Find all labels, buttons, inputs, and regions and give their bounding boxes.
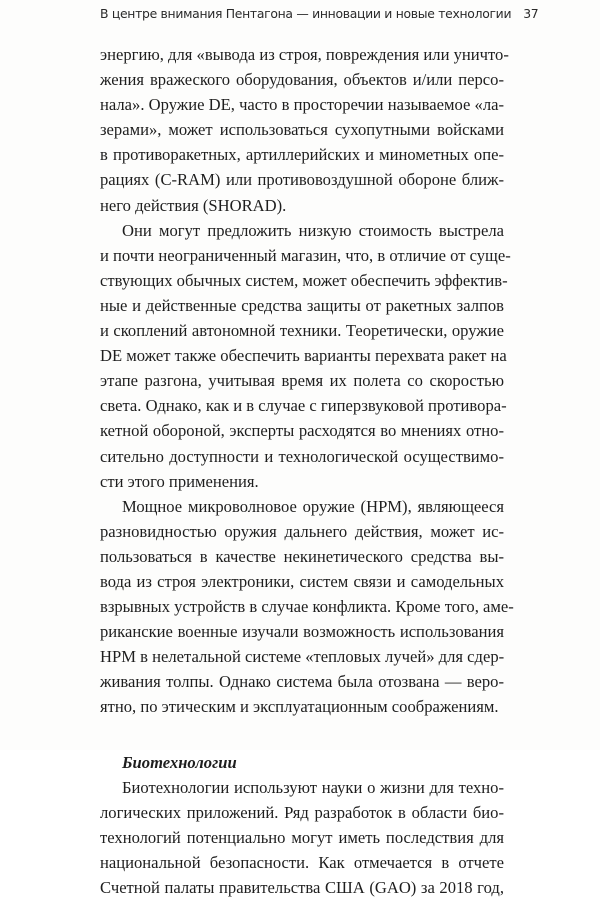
paragraph-low-cost	[100, 218, 511, 494]
text-line: технологий потенциально могут иметь последствия для	[100, 827, 504, 847]
text-line: ятно, по этическим и эксплуатационным соображениям.	[100, 697, 499, 717]
text-line: взрывных устройств в случае конфликта. Кроме того, аме-	[100, 597, 514, 617]
section-heading-biotech: Биотехнологии	[122, 752, 237, 772]
text-line: ствующих обычных систем, может обеспечить эффектив-	[100, 270, 508, 290]
text-line: национальной безопасности. Как отмечается в отчете	[100, 852, 504, 872]
text-line: энергию, для «вывода из строя, повреждения или уничто-	[100, 45, 509, 64]
text-line: пользоваться в качестве некинетического средства вы-	[100, 546, 504, 566]
text-line: него действия (SHORAD).	[100, 195, 287, 215]
text-line: HPM в нелетальной системе «тепловых лучей» для сдер-	[100, 647, 505, 667]
text-line: вода из строя электроники, систем связи и самодельных	[100, 571, 504, 591]
text-line: Они могут предложить низкую стоимость выстрела	[122, 220, 504, 240]
paragraph-biotech	[100, 775, 504, 900]
text-line: Счетной палаты правительства США (GAO) за 2018 год,	[100, 878, 504, 897]
text-line: жения вражеского оборудования, объектов и/или персо-	[100, 70, 504, 90]
text-line: разновидностью оружия дальнего действия, может ис-	[100, 521, 504, 541]
text-line: зерами», может использоваться сухопутными войсками	[100, 120, 504, 140]
text-line: живания толпы. Однако система была отозвана — веро-	[100, 672, 504, 692]
text-line: рациях (C-RAM) или противовоздушной обороне ближ-	[100, 170, 504, 190]
paragraph-de-weapons	[100, 42, 509, 218]
paragraph-hpm	[100, 494, 514, 720]
text-line: DE может также обеспечить варианты перехвата ракет на	[100, 346, 507, 366]
running-title: В центре внимания Пентагона — инновации и новые технологии	[100, 6, 512, 21]
text-line: ные и действенные средства защиты от ракетных залпов	[100, 295, 504, 315]
text-line: в противоракетных, артиллерийских и минометных опе-	[100, 145, 504, 165]
body-text	[100, 42, 514, 900]
text-line: кетной обороной, эксперты расходятся во мнениях отно-	[100, 421, 504, 441]
text-line: сительно доступности и технологической осуществимо-	[100, 446, 504, 466]
text-line: этапе разгона, учитывая время их полета со скоростью	[100, 371, 504, 391]
running-header	[100, 6, 539, 21]
text-line: и почти неограниченный магазин, что, в отличие от суще-	[100, 245, 511, 265]
text-line: света. Однако, как и в случае с гиперзвуковой противора-	[100, 396, 507, 416]
page-number: 37	[523, 6, 539, 21]
text-line: сти этого применения.	[100, 471, 259, 491]
text-line: нала». Оружие DE, часто в просторечии называемое «ла-	[100, 95, 504, 115]
text-line: риканские военные изучали возможность использования	[100, 622, 504, 642]
text-line: логических приложений. Ряд разработок в области био-	[100, 802, 504, 822]
text-line: Мощное микроволновое оружие (HPM), являющееся	[122, 496, 504, 516]
text-line: и скоплений автономной техники. Теоретически, оружие	[100, 321, 504, 341]
text-line: Биотехнологии используют науки о жизни для техно-	[122, 777, 504, 797]
